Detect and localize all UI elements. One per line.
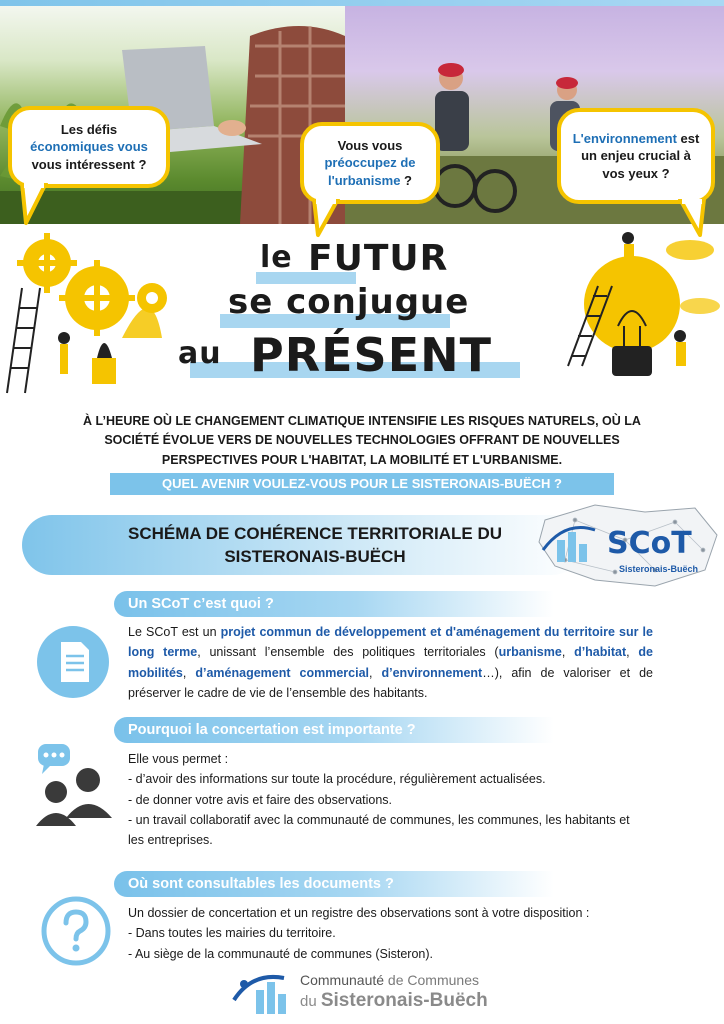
section-heading-where-documents: Où sont consultables les documents ?: [114, 871, 554, 897]
text-run: ,: [369, 665, 382, 680]
question-icon: [40, 895, 112, 967]
list-item: - un travail collaboratif avec la communauté de communes, les communes, les habitants et: [128, 812, 630, 827]
list-item: - d’avoir des informations sur toute la procédure, régulièrement actualisées.: [128, 772, 546, 787]
section-text-what-is-scot: [128, 622, 653, 703]
bubble-text: vos yeux ?: [602, 165, 670, 181]
headline-le: le: [260, 240, 293, 275]
list-item: - de donner votre avis et faire des observations.: [128, 792, 393, 807]
text-run: Communauté: [300, 972, 385, 988]
text-emphasis: de mobilités: [128, 645, 653, 680]
text-line: Elle vous permet :: [128, 752, 229, 766]
section-heading-why-consultation: Pourquoi la concertation est importante ?: [114, 717, 554, 743]
list-item: - Au siège de la communauté de communes (Sisteron).: [128, 946, 434, 961]
community-logo-icon: [232, 966, 292, 1018]
text-line: Un dossier de concertation et un registre des observations sont à votre disposition :: [128, 906, 590, 920]
intro-line: PERSPECTIVES POUR L'HABITAT, LA MOBILITÉ ET L'URBANISME.: [161, 452, 563, 467]
text-run: …), afin de valoriser et de préserver le cadre de vie de l’ensemble des habitants.: [128, 665, 653, 700]
text-emphasis: urbanisme: [498, 645, 562, 660]
lightbulb-illustration: [540, 226, 724, 398]
document-icon: [37, 626, 109, 698]
speech-bubble-economy: [8, 106, 170, 188]
text-run: , unissant l’ensemble des politiques territoriales (: [197, 645, 499, 660]
intro-text: [40, 412, 684, 470]
section-text-why-consultation: [128, 749, 653, 850]
section-heading-what-is-scot: Un SCoT c’est quoi ?: [114, 591, 554, 617]
bubble-highlight: l'urbanisme: [327, 172, 401, 188]
bubble-highlight: L'environnement: [572, 131, 677, 147]
speech-bubble-environment: [557, 108, 715, 204]
bubble-highlight: économiques vous: [30, 139, 148, 155]
community-name-line2: [300, 990, 488, 1012]
speech-bubble-urbanism: [300, 122, 440, 204]
bubble-tail: [18, 183, 50, 227]
headline-futur: FUTUR: [308, 238, 449, 279]
headline-au: au: [178, 336, 222, 371]
section-text-where-documents: [128, 903, 653, 964]
scot-title: [110, 523, 520, 569]
text-run: ,: [561, 645, 575, 660]
gears-ladder-illustration: [2, 228, 182, 398]
scot-logo-text: SCoT: [607, 526, 692, 561]
scot-logo: [535, 500, 720, 590]
bubble-text: vous intéressent ?: [31, 156, 147, 172]
list-item: - Dans toutes les mairies du territoire.: [128, 926, 336, 941]
main-headline: [170, 240, 550, 390]
bubble-text: ?: [400, 172, 412, 188]
intro-line: À L’HEURE OÙ LE CHANGEMENT CLIMATIQUE INTENSIFIE LES RISQUES NATURELS, OÙ LA: [83, 414, 641, 428]
scot-title-line: SISTERONAIS-BUËCH: [224, 546, 406, 566]
community-name-line1: [300, 972, 479, 988]
list-item: les entreprises.: [128, 833, 213, 847]
text-run: Le SCoT est un: [128, 625, 221, 639]
bubble-text: Les défis: [60, 122, 118, 138]
text-emphasis: d’habitat: [574, 645, 627, 660]
text-emphasis: d’aménagement commercial: [195, 665, 370, 680]
headline-se-conjugue: se conjugue: [228, 282, 470, 322]
scot-logo-subtext: Sisteronais-Buëch: [619, 564, 699, 574]
text-emphasis: projet commun de développement et d'aménagement du territoire sur le long terme: [128, 625, 653, 660]
question-banner: QUEL AVENIR VOULEZ-VOUS POUR LE SISTERONAIS-BUËCH ?: [110, 473, 614, 495]
bubble-tail: [310, 199, 342, 239]
headline-present: PRÉSENT: [250, 328, 492, 382]
bubble-text: Vous vous: [337, 138, 403, 154]
text-run: ,: [626, 645, 639, 660]
scot-title-line: SCHÉMA DE COHÉRENCE TERRITORIALE DU: [127, 524, 503, 543]
text-run: Sisteronais-Buëch: [320, 990, 488, 1011]
text-run: du: [300, 993, 321, 1010]
text-run: ,: [182, 665, 196, 680]
bubble-text: est: [676, 131, 700, 147]
people-chat-icon: [34, 742, 114, 828]
community-logo: [232, 966, 502, 1018]
intro-line: SOCIÉTÉ ÉVOLUE VERS DE NOUVELLES TECHNOLOGIES OFFRANT DE NOUVELLES: [104, 433, 620, 448]
text-run: de Communes: [384, 972, 479, 988]
bubble-highlight: préoccupez de: [324, 155, 416, 171]
bubble-text: un enjeu crucial à: [581, 148, 691, 164]
text-emphasis: d’environnement: [381, 665, 483, 680]
